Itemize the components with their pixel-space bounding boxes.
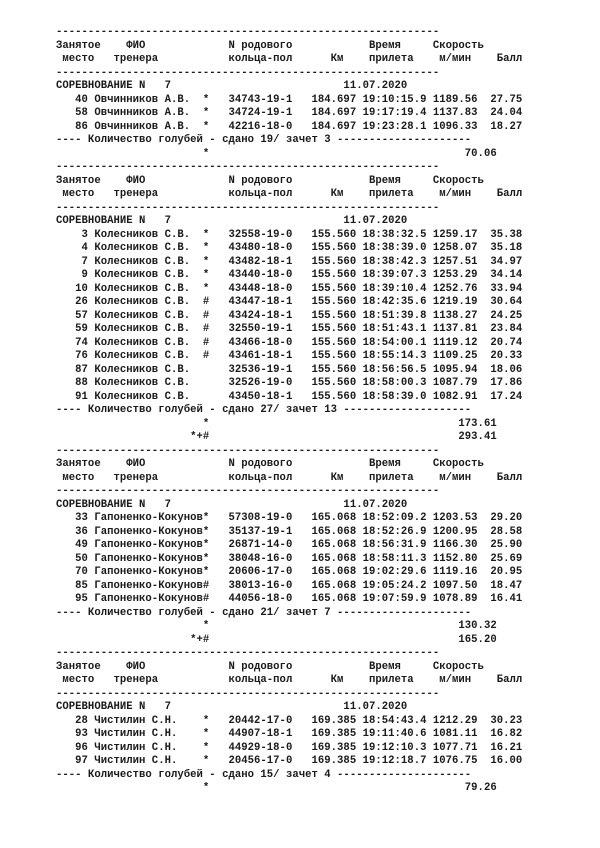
column-header-row-2: место тренера кольца-пол Км прилета м/мин Балл (56, 53, 523, 65)
score-total-line: * 70.06 (56, 147, 497, 160)
result-row: 91 Колесников С.В. 43450-18-1 155.560 18:58:39.0 1082.91 17.24 (56, 390, 523, 403)
column-header-row-2: место тренера кольца-пол Км прилета м/мин Балл (56, 674, 523, 686)
column-header-row-1: Занятое ФИО N родового Время Скорость (56, 39, 484, 52)
result-row: 87 Колесников С.В. 32536-19-1 155.560 18:56:56.5 1095.94 18.06 (56, 363, 523, 376)
result-row: 85 Гапоненко-Кокунов# 38013-16-0 165.068 19:05:24.2 1097.50 18.47 (56, 579, 523, 592)
separator-line: ------------------------------------------------------------ (56, 485, 440, 497)
result-row: 26 Колесников С.В. # 43447-18-1 155.560 18:42:35.6 1219.19 30.64 (56, 296, 523, 308)
competition-title-line: СОРЕВНОВАНИЕ N 7 11.07.2020 (56, 701, 408, 713)
separator-line: ------------------------------------------------------------ (56, 687, 440, 700)
competition-title-line: СОРЕВНОВАНИЕ N 7 11.07.2020 (56, 80, 408, 92)
pigeon-count-summary: ---- Количество голубей - сдано 15/ зачет 4 --------------------- (56, 768, 472, 781)
result-row: 95 Гапоненко-Кокунов# 44056-18-0 165.068 19:07:59.9 1078.89 16.41 (56, 593, 523, 605)
score-total-line: * 173.61 (56, 417, 497, 430)
competition-title-line: СОРЕВНОВАНИЕ N 7 11.07.2020 (56, 498, 408, 511)
column-header-row-1: Занятое ФИО N родового Время Скорость (56, 458, 484, 470)
result-row: 59 Колесников С.В. # 32550-19-1 155.560 18:51:43.1 1137.81 23.84 (56, 323, 523, 335)
pigeon-count-summary: ---- Количество голубей - сдано 27/ зачет 13 -------------------- (56, 404, 472, 416)
competition-title-line: СОРЕВНОВАНИЕ N 7 11.07.2020 (56, 215, 408, 227)
separator-line: ------------------------------------------------------------ (56, 201, 440, 214)
score-total-line: * 130.32 (56, 620, 497, 632)
result-row: 28 Чистилин С.Н. * 20442-17-0 169.385 18:54:43.4 1212.29 30.23 (56, 714, 523, 727)
result-row: 49 Гапоненко-Кокунов* 26871-14-0 165.068 18:56:31.9 1166.30 25.90 (56, 539, 523, 551)
separator-line: ------------------------------------------------------------ (56, 26, 440, 38)
result-row: 4 Колесников С.В. * 43480-18-0 155.560 18:38:39.0 1258.07 35.18 (56, 242, 523, 254)
column-header-row-1: Занятое ФИО N родового Время Скорость (56, 660, 484, 673)
result-row: 88 Колесников С.В. 32526-19-0 155.560 18:58:00.3 1087.79 17.86 (56, 377, 523, 389)
separator-line: ------------------------------------------------------------ (56, 647, 440, 659)
column-header-row-2: место тренера кольца-пол Км прилета м/мин Балл (56, 471, 523, 484)
result-row: 3 Колесников С.В. * 32558-19-0 155.560 18:38:32.5 1259.17 35.38 (56, 228, 523, 241)
separator-line: ------------------------------------------------------------ (56, 66, 440, 79)
pigeon-count-summary: ---- Количество голубей - сдано 21/ зачет 7 --------------------- (56, 606, 472, 619)
score-total-line: *+# 165.20 (56, 633, 497, 646)
separator-line: ------------------------------------------------------------ (56, 444, 440, 457)
score-total-line: *+# 293.41 (56, 431, 497, 443)
result-row: 7 Колесников С.В. * 43482-18-1 155.560 18:38:42.3 1257.51 34.97 (56, 255, 523, 268)
column-header-row-2: место тренера кольца-пол Км прилета м/мин Балл (56, 188, 523, 200)
score-total-line: * 79.26 (56, 782, 497, 794)
pigeon-count-summary: ---- Количество голубей - сдано 19/ зачет 3 --------------------- (56, 134, 472, 146)
result-row: 96 Чистилин С.Н. * 44929-18-0 169.385 19:12:10.3 1077.71 16.21 (56, 741, 523, 754)
result-row: 58 Овчинников А.В. * 34724-19-1 184.697 19:17:19.4 1137.83 24.04 (56, 107, 523, 119)
result-row: 10 Колесников С.В. * 43448-18-0 155.560 18:39:10.4 1252.76 33.94 (56, 282, 523, 295)
result-row: 74 Колесников С.В. # 43466-18-0 155.560 18:54:00.1 1119.12 20.74 (56, 336, 523, 349)
result-row: 50 Гапоненко-Кокунов* 38048-16-0 165.068 18:58:11.3 1152.80 25.69 (56, 552, 523, 565)
result-row: 33 Гапоненко-Кокунов* 57308-19-0 165.068 18:52:09.2 1203.53 29.20 (56, 512, 523, 524)
result-row: 97 Чистилин С.Н. * 20456-17-0 169.385 19:12:18.7 1076.75 16.00 (56, 755, 523, 767)
column-header-row-1: Занятое ФИО N родового Время Скорость (56, 174, 484, 187)
result-row: 36 Гапоненко-Кокунов* 35137-19-1 165.068 18:52:26.9 1200.95 28.58 (56, 525, 523, 538)
separator-line: ------------------------------------------------------------ (56, 161, 440, 173)
result-row: 57 Колесников С.В. # 43424-18-1 155.560 18:51:39.8 1138.27 24.25 (56, 309, 523, 322)
result-row: 9 Колесников С.В. * 43440-18-0 155.560 18:39:07.3 1253.29 34.14 (56, 269, 523, 281)
result-row: 70 Гапоненко-Кокунов* 20606-17-0 165.068 19:02:29.6 1119.16 20.95 (56, 566, 523, 578)
result-row: 40 Овчинников А.В. * 34743-19-1 184.697 19:10:15.9 1189.56 27.75 (56, 93, 523, 106)
result-row: 93 Чистилин С.Н. * 44907-18-1 169.385 19:11:40.6 1081.11 16.82 (56, 728, 523, 740)
result-row: 76 Колесников С.В. # 43461-18-1 155.560 18:55:14.3 1109.25 20.33 (56, 350, 523, 362)
result-row: 86 Овчинников А.В. * 42216-18-0 184.697 19:23:28.1 1096.33 18.27 (56, 120, 523, 133)
